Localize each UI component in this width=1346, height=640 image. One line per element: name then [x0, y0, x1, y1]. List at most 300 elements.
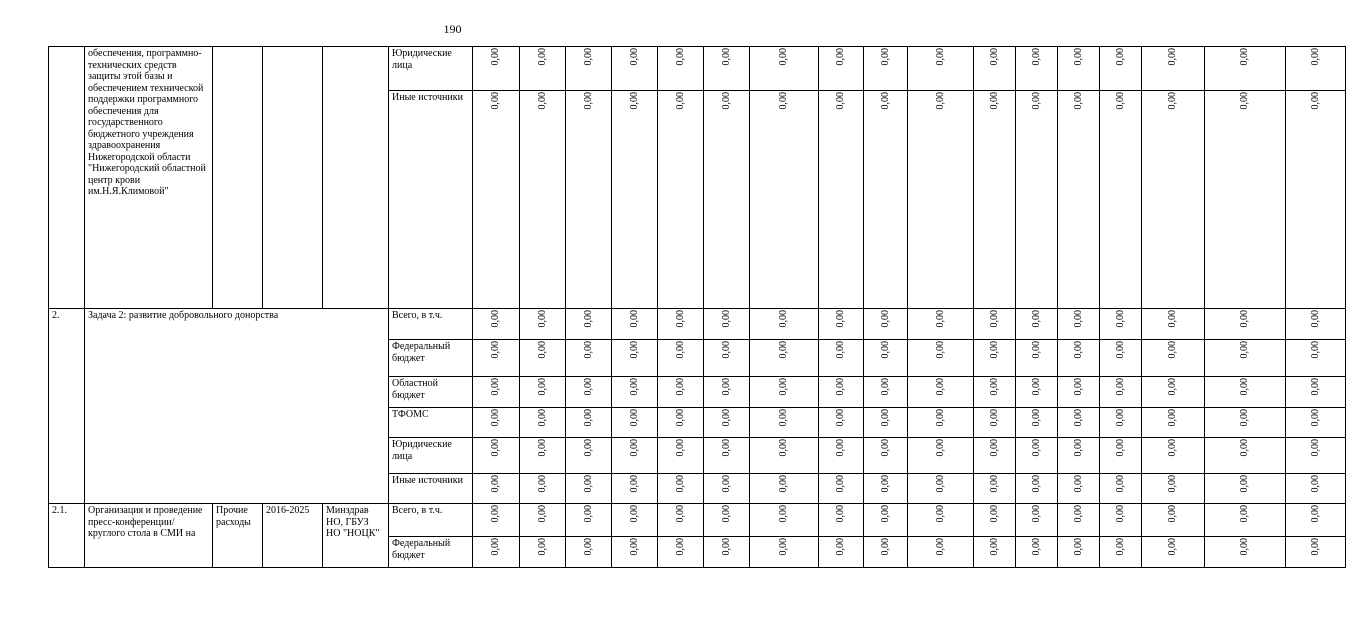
- value-text: 0,00: [934, 439, 946, 457]
- value-cell: [566, 504, 612, 537]
- value-cell: [819, 309, 864, 340]
- value-cell: [566, 377, 612, 408]
- value-text: 0,00: [879, 378, 891, 396]
- value-cell: [974, 91, 1016, 309]
- value-text: 0,00: [1114, 538, 1126, 556]
- value-text: 0,00: [628, 538, 640, 556]
- value-cell: [1142, 537, 1205, 568]
- value-cell: [750, 309, 819, 340]
- value-text: 0,00: [778, 538, 790, 556]
- value-text: 0,00: [934, 378, 946, 396]
- value-cell: [473, 47, 520, 91]
- value-cell: [566, 438, 612, 474]
- item-period: 2016-2025: [263, 504, 323, 568]
- value-text: 0,00: [1309, 475, 1321, 493]
- value-cell: [819, 47, 864, 91]
- value-cell: [864, 91, 908, 309]
- value-cell: [819, 377, 864, 408]
- value-text: 0,00: [988, 439, 1000, 457]
- value-cell: [864, 474, 908, 504]
- value-text: 0,00: [628, 439, 640, 457]
- value-cell: [1142, 47, 1205, 91]
- value-text: 0,00: [988, 505, 1000, 523]
- value-text: 0,00: [1309, 538, 1321, 556]
- value-cell: [908, 91, 974, 309]
- value-text: 0,00: [720, 475, 732, 493]
- value-text: 0,00: [1309, 48, 1321, 66]
- value-cell: [974, 47, 1016, 91]
- value-text: 0,00: [1030, 310, 1042, 328]
- value-text: 0,00: [490, 341, 501, 359]
- period-cell: [263, 47, 323, 309]
- value-text: 0,00: [1114, 378, 1126, 396]
- value-cell: [612, 504, 658, 537]
- value-text: 0,00: [628, 505, 640, 523]
- value-cell: [658, 504, 704, 537]
- value-cell: [908, 47, 974, 91]
- value-text: 0,00: [1167, 378, 1179, 396]
- value-cell: [1205, 474, 1286, 504]
- value-text: 0,00: [879, 92, 891, 110]
- value-text: 0,00: [934, 475, 946, 493]
- funding-source: Областной бюджет: [389, 377, 473, 408]
- value-text: 0,00: [490, 475, 501, 493]
- value-text: 0,00: [988, 48, 1000, 66]
- value-text: 0,00: [988, 475, 1000, 493]
- value-text: 0,00: [582, 439, 594, 457]
- value-cell: [1016, 340, 1058, 377]
- value-cell: [974, 504, 1016, 537]
- value-text: 0,00: [582, 409, 594, 427]
- value-cell: [1142, 91, 1205, 309]
- value-cell: [1286, 537, 1346, 568]
- value-text: 0,00: [582, 310, 594, 328]
- value-cell: [974, 408, 1016, 438]
- value-text: 0,00: [934, 48, 946, 66]
- value-cell: [1205, 377, 1286, 408]
- value-cell: [1205, 438, 1286, 474]
- value-cell: [704, 504, 750, 537]
- value-cell: [1142, 504, 1205, 537]
- funding-source: Федеральный бюджет: [389, 537, 473, 568]
- value-text: 0,00: [490, 409, 501, 427]
- value-cell: [704, 47, 750, 91]
- value-cell: [1142, 340, 1205, 377]
- value-cell: [864, 438, 908, 474]
- value-cell: [1100, 377, 1142, 408]
- value-cell: [1100, 309, 1142, 340]
- value-cell: [473, 408, 520, 438]
- value-cell: [1286, 91, 1346, 309]
- value-cell: [704, 309, 750, 340]
- item-executor: Минздрав НО, ГБУЗ НО "НОЦК": [323, 504, 389, 568]
- table-row: [49, 47, 1346, 91]
- executor-cell: [323, 47, 389, 309]
- value-cell: [520, 47, 566, 91]
- value-text: 0,00: [879, 475, 891, 493]
- value-cell: [1286, 474, 1346, 504]
- value-cell: [1058, 408, 1100, 438]
- value-cell: [864, 537, 908, 568]
- value-cell: [819, 537, 864, 568]
- value-cell: [819, 91, 864, 309]
- item-number: 2.1.: [49, 504, 85, 568]
- value-text: 0,00: [628, 475, 640, 493]
- value-text: 0,00: [720, 505, 732, 523]
- value-cell: [658, 537, 704, 568]
- item-name: Организация и проведение пресс-конференции/круглого стола в СМИ на: [85, 504, 213, 568]
- value-text: 0,00: [1030, 475, 1042, 493]
- value-cell: [750, 537, 819, 568]
- value-cell: [520, 377, 566, 408]
- value-text: 0,00: [1114, 409, 1126, 427]
- value-cell: [974, 537, 1016, 568]
- value-cell: [520, 408, 566, 438]
- value-cell: [473, 91, 520, 309]
- value-text: 0,00: [1167, 310, 1179, 328]
- value-text: 0,00: [720, 92, 732, 110]
- value-cell: [1016, 377, 1058, 408]
- value-cell: [612, 47, 658, 91]
- value-text: 0,00: [1239, 505, 1251, 523]
- value-text: 0,00: [490, 310, 501, 328]
- value-cell: [1286, 377, 1346, 408]
- value-cell: [704, 408, 750, 438]
- value-cell: [1058, 537, 1100, 568]
- value-cell: [1016, 91, 1058, 309]
- value-cell: [974, 474, 1016, 504]
- value-text: 0,00: [1030, 378, 1042, 396]
- value-cell: [704, 340, 750, 377]
- value-text: 0,00: [582, 538, 594, 556]
- item-expense-type: Прочие расходы: [213, 504, 263, 568]
- value-text: 0,00: [1309, 409, 1321, 427]
- value-cell: [520, 438, 566, 474]
- value-text: 0,00: [879, 48, 891, 66]
- value-cell: [1100, 537, 1142, 568]
- value-cell: [864, 408, 908, 438]
- value-text: 0,00: [1114, 439, 1126, 457]
- value-text: 0,00: [1167, 48, 1179, 66]
- value-text: 0,00: [1239, 378, 1251, 396]
- value-text: 0,00: [1239, 341, 1251, 359]
- value-text: 0,00: [490, 505, 501, 523]
- value-text: 0,00: [490, 48, 501, 66]
- value-text: 0,00: [582, 378, 594, 396]
- value-cell: [1058, 91, 1100, 309]
- value-text: 0,00: [1309, 378, 1321, 396]
- value-text: 0,00: [988, 92, 1000, 110]
- funding-source: Всего, в т.ч.: [389, 504, 473, 537]
- value-cell: [612, 309, 658, 340]
- value-text: 0,00: [1167, 409, 1179, 427]
- value-cell: [819, 504, 864, 537]
- row-number-cell: [49, 47, 85, 309]
- value-cell: [1205, 537, 1286, 568]
- value-cell: [704, 474, 750, 504]
- value-text: 0,00: [1239, 475, 1251, 493]
- value-cell: [819, 408, 864, 438]
- value-cell: [819, 340, 864, 377]
- funding-source: ТФОМС: [389, 408, 473, 438]
- value-text: 0,00: [582, 475, 594, 493]
- value-text: 0,00: [879, 310, 891, 328]
- value-cell: [1016, 309, 1058, 340]
- value-cell: [1142, 377, 1205, 408]
- value-text: 0,00: [1114, 475, 1126, 493]
- value-text: 0,00: [1114, 505, 1126, 523]
- value-cell: [704, 91, 750, 309]
- value-text: 0,00: [674, 48, 686, 66]
- value-cell: [819, 474, 864, 504]
- value-text: 0,00: [835, 475, 847, 493]
- value-text: 0,00: [582, 341, 594, 359]
- value-cell: [1205, 47, 1286, 91]
- value-cell: [1016, 47, 1058, 91]
- value-text: 0,00: [1167, 505, 1179, 523]
- value-text: 0,00: [934, 310, 946, 328]
- value-text: 0,00: [1030, 92, 1042, 110]
- value-text: 0,00: [879, 538, 891, 556]
- value-cell: [908, 408, 974, 438]
- value-text: 0,00: [1072, 505, 1084, 523]
- value-cell: [1205, 309, 1286, 340]
- value-text: 0,00: [1239, 439, 1251, 457]
- value-cell: [1100, 504, 1142, 537]
- budget-table: [48, 46, 1346, 568]
- value-cell: [1286, 340, 1346, 377]
- task-title: Задача 2: развитие добровольного донорства: [85, 309, 389, 504]
- value-text: 0,00: [674, 439, 686, 457]
- value-text: 0,00: [1072, 341, 1084, 359]
- value-text: 0,00: [1239, 409, 1251, 427]
- value-text: 0,00: [835, 439, 847, 457]
- value-text: 0,00: [879, 505, 891, 523]
- value-cell: [750, 377, 819, 408]
- value-text: 0,00: [536, 378, 548, 396]
- value-text: 0,00: [674, 505, 686, 523]
- value-cell: [704, 537, 750, 568]
- value-cell: [1058, 47, 1100, 91]
- value-cell: [1100, 438, 1142, 474]
- value-text: 0,00: [934, 92, 946, 110]
- value-text: 0,00: [1167, 538, 1179, 556]
- value-text: 0,00: [582, 505, 594, 523]
- funding-source: Федеральный бюджет: [389, 340, 473, 377]
- value-text: 0,00: [934, 538, 946, 556]
- value-cell: [1142, 438, 1205, 474]
- value-text: 0,00: [1030, 48, 1042, 66]
- value-text: 0,00: [778, 505, 790, 523]
- value-text: 0,00: [1114, 341, 1126, 359]
- value-text: 0,00: [536, 341, 548, 359]
- value-cell: [658, 474, 704, 504]
- value-cell: [908, 377, 974, 408]
- value-text: 0,00: [490, 439, 501, 457]
- value-cell: [1058, 504, 1100, 537]
- value-text: 0,00: [1239, 92, 1251, 110]
- value-text: 0,00: [674, 409, 686, 427]
- value-text: 0,00: [628, 92, 640, 110]
- value-cell: [612, 408, 658, 438]
- value-cell: [1142, 474, 1205, 504]
- task-number: 2.: [49, 309, 85, 504]
- value-text: 0,00: [720, 48, 732, 66]
- value-cell: [1016, 474, 1058, 504]
- value-text: 0,00: [490, 378, 501, 396]
- value-text: 0,00: [674, 310, 686, 328]
- value-cell: [750, 91, 819, 309]
- value-text: 0,00: [720, 409, 732, 427]
- value-text: 0,00: [1239, 538, 1251, 556]
- value-text: 0,00: [988, 378, 1000, 396]
- value-text: 0,00: [536, 409, 548, 427]
- expense-cell: [213, 47, 263, 309]
- value-cell: [1058, 340, 1100, 377]
- value-cell: [566, 91, 612, 309]
- value-text: 0,00: [628, 409, 640, 427]
- value-text: 0,00: [778, 475, 790, 493]
- funding-source: Иные источники: [389, 474, 473, 504]
- value-cell: [473, 438, 520, 474]
- value-cell: [1205, 408, 1286, 438]
- funding-source: Всего, в т.ч.: [389, 309, 473, 340]
- value-text: 0,00: [1309, 341, 1321, 359]
- value-cell: [1205, 340, 1286, 377]
- value-cell: [612, 474, 658, 504]
- value-text: 0,00: [1030, 538, 1042, 556]
- value-cell: [520, 91, 566, 309]
- value-text: 0,00: [720, 538, 732, 556]
- value-text: 0,00: [879, 409, 891, 427]
- value-cell: [1286, 408, 1346, 438]
- value-text: 0,00: [1072, 439, 1084, 457]
- value-cell: [1286, 504, 1346, 537]
- value-cell: [520, 309, 566, 340]
- value-text: 0,00: [628, 48, 640, 66]
- value-text: 0,00: [536, 538, 548, 556]
- value-text: 0,00: [1030, 341, 1042, 359]
- value-text: 0,00: [674, 538, 686, 556]
- value-text: 0,00: [934, 341, 946, 359]
- value-cell: [658, 340, 704, 377]
- value-cell: [612, 537, 658, 568]
- value-cell: [658, 47, 704, 91]
- value-text: 0,00: [674, 378, 686, 396]
- value-cell: [658, 309, 704, 340]
- funding-source: Иные источники: [389, 91, 473, 309]
- value-text: 0,00: [1114, 310, 1126, 328]
- value-text: 0,00: [1167, 475, 1179, 493]
- value-cell: [1016, 438, 1058, 474]
- value-cell: [473, 340, 520, 377]
- value-text: 0,00: [536, 505, 548, 523]
- value-text: 0,00: [835, 538, 847, 556]
- value-text: 0,00: [536, 92, 548, 110]
- value-text: 0,00: [720, 310, 732, 328]
- value-cell: [864, 340, 908, 377]
- table-row: [49, 504, 1346, 537]
- value-text: 0,00: [1030, 505, 1042, 523]
- value-text: 0,00: [778, 92, 790, 110]
- value-text: 0,00: [674, 341, 686, 359]
- value-text: 0,00: [835, 505, 847, 523]
- value-cell: [750, 474, 819, 504]
- value-text: 0,00: [536, 439, 548, 457]
- value-text: 0,00: [720, 439, 732, 457]
- value-text: 0,00: [536, 48, 548, 66]
- value-cell: [658, 91, 704, 309]
- value-cell: [864, 47, 908, 91]
- value-cell: [520, 340, 566, 377]
- value-text: 0,00: [1072, 378, 1084, 396]
- value-text: 0,00: [835, 48, 847, 66]
- value-cell: [750, 504, 819, 537]
- value-text: 0,00: [536, 310, 548, 328]
- value-text: 0,00: [1167, 341, 1179, 359]
- value-cell: [1205, 91, 1286, 309]
- value-text: 0,00: [934, 505, 946, 523]
- value-cell: [750, 408, 819, 438]
- value-text: 0,00: [628, 341, 640, 359]
- value-cell: [1016, 504, 1058, 537]
- value-cell: [473, 474, 520, 504]
- value-text: 0,00: [628, 378, 640, 396]
- value-cell: [566, 537, 612, 568]
- value-cell: [1286, 309, 1346, 340]
- value-text: 0,00: [988, 538, 1000, 556]
- value-cell: [908, 340, 974, 377]
- value-text: 0,00: [1167, 439, 1179, 457]
- value-cell: [1205, 504, 1286, 537]
- value-cell: [1058, 438, 1100, 474]
- funding-source: Юридические лица: [389, 47, 473, 91]
- value-cell: [974, 438, 1016, 474]
- value-text: 0,00: [1239, 310, 1251, 328]
- value-cell: [1016, 408, 1058, 438]
- value-cell: [566, 309, 612, 340]
- value-cell: [520, 504, 566, 537]
- value-cell: [473, 504, 520, 537]
- value-text: 0,00: [1030, 439, 1042, 457]
- value-cell: [1142, 309, 1205, 340]
- value-cell: [566, 47, 612, 91]
- value-text: 0,00: [778, 341, 790, 359]
- value-text: 0,00: [720, 378, 732, 396]
- value-cell: [1142, 408, 1205, 438]
- value-cell: [566, 340, 612, 377]
- value-cell: [704, 377, 750, 408]
- value-text: 0,00: [1114, 48, 1126, 66]
- value-cell: [908, 309, 974, 340]
- value-cell: [1016, 537, 1058, 568]
- value-text: 0,00: [778, 310, 790, 328]
- value-text: 0,00: [778, 439, 790, 457]
- value-text: 0,00: [1072, 475, 1084, 493]
- value-cell: [1286, 47, 1346, 91]
- value-cell: [1100, 340, 1142, 377]
- value-cell: [908, 537, 974, 568]
- value-text: 0,00: [835, 341, 847, 359]
- value-text: 0,00: [835, 378, 847, 396]
- value-text: 0,00: [1072, 409, 1084, 427]
- value-text: 0,00: [1030, 409, 1042, 427]
- value-cell: [864, 309, 908, 340]
- value-cell: [1058, 474, 1100, 504]
- value-text: 0,00: [778, 409, 790, 427]
- value-cell: [612, 438, 658, 474]
- value-text: 0,00: [1309, 505, 1321, 523]
